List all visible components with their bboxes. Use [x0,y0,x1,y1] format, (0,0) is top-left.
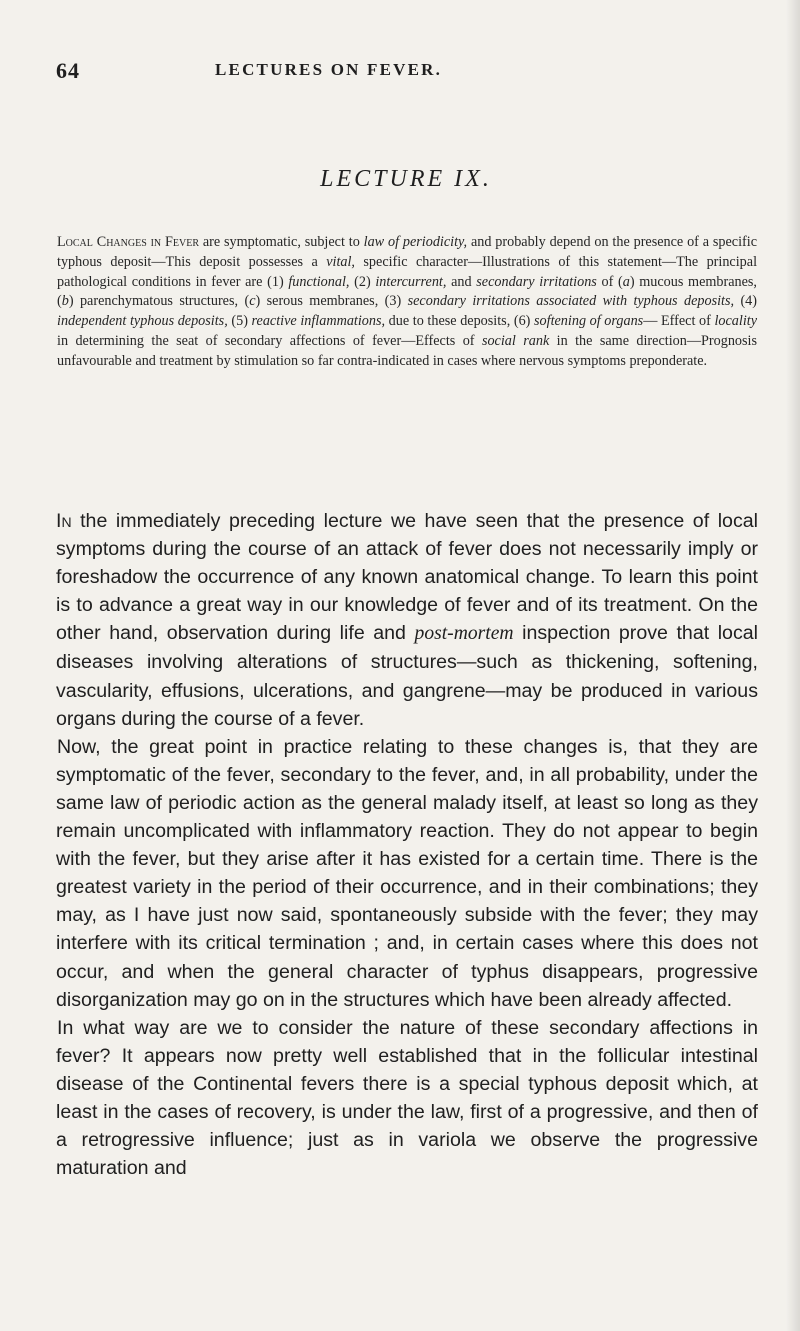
running-title: LECTURES ON FEVER. [215,60,443,79]
summary-text: — Effect of [643,313,715,330]
paragraph-3: In what way are we to consider the nature of these secondary affections in fever? It appears now pretty well established that in the follicular intestinal disease of the Continental fevers there is a special typhous deposit which, at least in the cases of recovery, is under the law, first of a progressive, and then of a retrogressive influence; just as in variola we observe the progressive maturation and [56,1016,758,1180]
summary-text: ) mucous membranes, ( [57,273,757,310]
paragraph-1 [56,507,758,733]
summary-emphasis: c [249,293,256,310]
summary-text: in determining the seat of secondary affections of fever—Effects of [57,332,482,349]
summary-emphasis: independent typhous deposits, [57,313,228,330]
summary-lead: Local Changes in Fever [57,234,200,250]
summary-emphasis: a [622,273,630,290]
paragraph-2: Now, the great point in practice relating to these changes is, that they are symptomatic of the fever, secondary to the fever, and, in all probability, under the same law of periodic action as the general malady itself, at least so long as they remain uncomplicated with inflammatory reaction. They do not appear to begin with the fever, but they arise after it has existed for a certain time. There is the greatest variety in the period of their occurrence, and in their combinations; they may, as I have just now said, spontaneously subside with the fever; they may interfere with its critical termination ; and, in certain cases where this does not occur, and when the general character of typhus disappears, progressive disorganization may go on in the structures which have been already affected. [56,735,758,1011]
summary-text: due to these deposits, (6) [385,313,535,330]
summary-text: ) serous membranes, (3) [255,293,408,310]
summary-text: of ( [596,273,623,290]
summary-text: (4) [734,293,757,310]
lecture-title: LECTURE IX. [320,166,492,192]
summary-text: (5) [227,313,252,330]
summary-emphasis: secondary irritations [476,273,597,290]
summary-text: ) parenchymatous structures, ( [68,293,250,310]
paragraph-emphasis: post-mortem [414,623,514,645]
page-number: 64 [56,58,80,83]
paragraph-text: the immediately preceding lecture we have seen that the presence of local symptoms during the course of an attack of fever does not necessarily imply or foreshadow the occurrence of any known anatomical change. To learn this point is to advance a great way in our knowledge of fever and of its treatment. On the other hand, observation during life and [56,510,758,645]
summary-text: (2) [349,273,376,290]
paragraph-text: inspection prove that local diseases involving alterations of structures—such as thickening, softening, vascularity, effusions, ulcerations, and gangrene—may be produced in various organs during the course of a fever. [56,622,759,730]
summary-emphasis: intercurrent, [375,273,447,290]
summary-text: in the same direction—Prognosis unfavourable and treatment by stimulation so far contra-indicated in cases where nervous symptoms preponderate. [57,332,757,369]
summary-emphasis: secondary irritations associated with typhous deposits, [407,293,735,310]
summary-emphasis: law of periodicity, [363,234,468,250]
summary-text: specific character—Illustrations of this statement—The principal pathological conditions in fever are (1) [57,253,758,290]
lecture-summary [57,233,757,372]
page-edge-shadow [786,0,800,1331]
summary-text: and probably depend on the presence of a specific typhous deposit—This deposit possesses a [57,234,757,270]
summary-text: and [446,273,477,290]
summary-emphasis: locality [714,313,758,330]
summary-emphasis: b [61,293,69,310]
running-head [56,58,756,86]
summary-emphasis: functional, [288,273,350,290]
lecture-body [56,507,758,1182]
summary-text: are symptomatic, subject to [199,234,364,250]
paragraph-lead-word: In [56,510,72,532]
summary-emphasis: reactive inflammations, [251,313,386,330]
summary-emphasis: vital, [326,253,355,270]
summary-emphasis: social rank [481,332,550,349]
summary-emphasis: softening of organs [534,313,644,330]
